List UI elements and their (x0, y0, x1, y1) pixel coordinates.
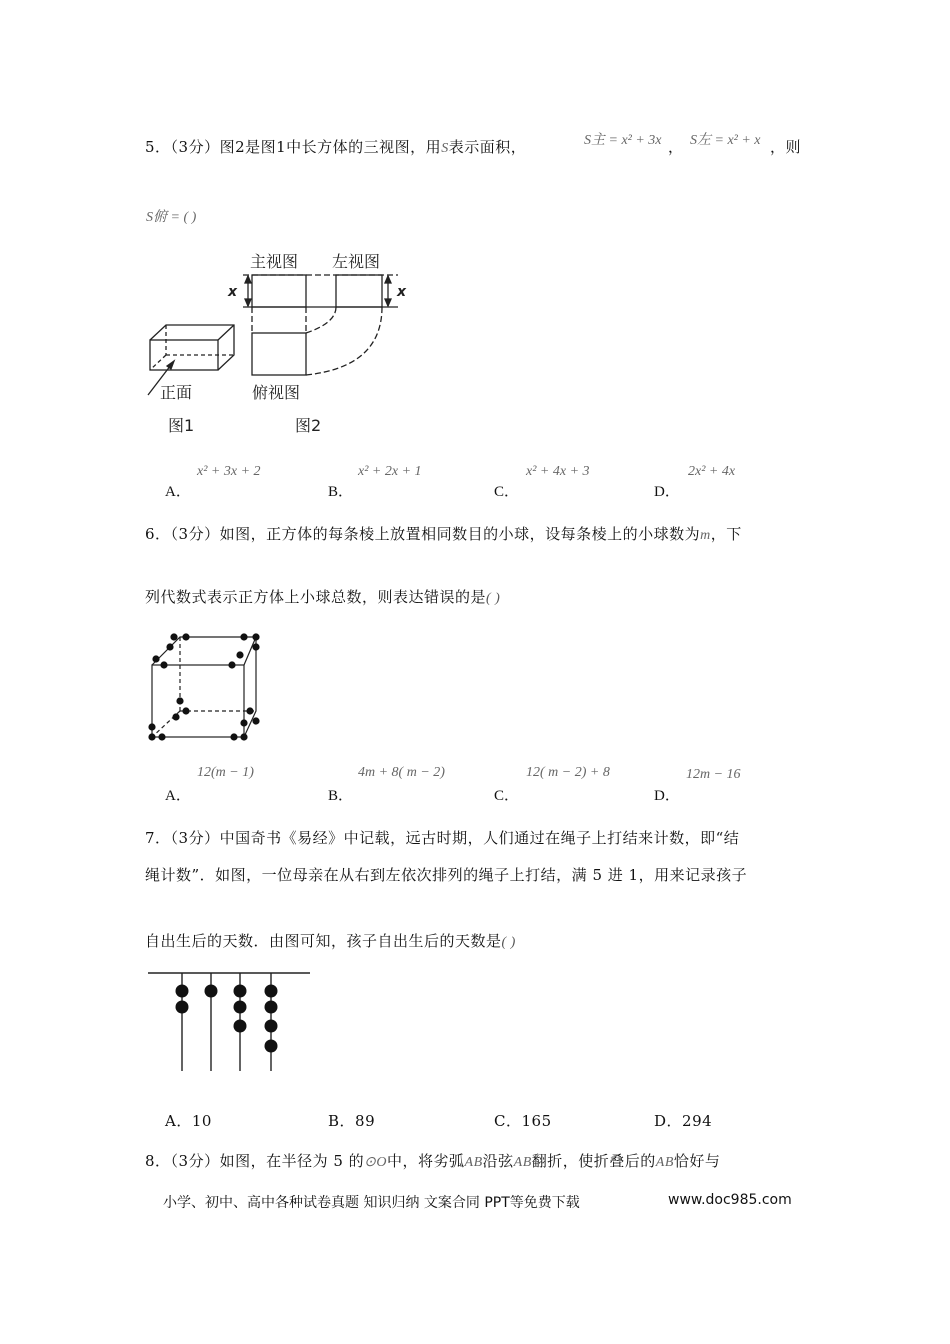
q5-option-c: x² + 4x + 3 (526, 464, 590, 479)
q7-text-3: 自出生后的天数．由图可知，孩子自出生后的天数是 (145, 932, 502, 950)
q7-option-a (165, 1110, 212, 1131)
q6-line1 (145, 523, 742, 544)
q6-option-c: 12( m − 2) + 8 (526, 765, 610, 780)
x-label-right: x (397, 284, 407, 300)
s-top-formula: S俯 = ( ) (146, 210, 197, 225)
q6-line2 (145, 586, 500, 607)
q5-option-d: 2x² + 4x (688, 464, 736, 479)
s-variable: S (441, 141, 449, 156)
q6-text-2: 列代数式表示正方体上小球总数，则表达错误的是 (145, 588, 487, 606)
q7-line1: 7．（3分）中国奇书《易经》中记载，远古时期，人们通过在绳子上打结来计数，即“结 (145, 829, 740, 847)
q5-line1 (145, 136, 526, 157)
q8-text-d: 翻折，使折叠后的 (531, 1152, 656, 1170)
q7-option-b (328, 1110, 375, 1131)
q7-option-d (654, 1110, 712, 1131)
three-views (243, 275, 398, 375)
q7-line2: 绳计数”．如图，一位母亲在从右到左依次排列的绳子上打结，满 5 进 1，用来记录孩子 (145, 866, 748, 884)
balls (148, 633, 259, 740)
folded-arc-ab: AB (655, 1155, 674, 1170)
circle-o: ⊙O (364, 1155, 388, 1170)
q5-text-b: 表示面积， (448, 138, 527, 156)
q5-comma: ， (668, 138, 684, 156)
q5-option-a: x² + 3x + 2 (197, 464, 261, 479)
q5-option-b-label: B． (328, 484, 354, 500)
q6-option-b-label: B． (328, 788, 354, 804)
q7-paren: ( ) (501, 935, 516, 950)
q5-figure (140, 245, 430, 440)
q8-line1 (145, 1150, 720, 1171)
q6-text: 6．（3分）如图，正方体的每条棱上放置相同数目的小球，设每条棱上的小球数为 (145, 525, 701, 543)
chord-ab: AB (513, 1155, 532, 1170)
q6-option-d: 12m − 16 (686, 767, 741, 782)
knots (176, 985, 278, 1053)
q5-option-b: x² + 2x + 1 (358, 464, 422, 479)
q8-text-b: 中，将劣弧 (387, 1152, 465, 1170)
q5-text: 5．（3分）图2是图1中长方体的三视图，用 (145, 138, 442, 156)
q5-option-d-label: D． (654, 484, 680, 500)
q6-option-a-label: A． (165, 788, 191, 804)
front-view-label: 主视图 (250, 252, 299, 271)
fig1-label: 图1 (168, 416, 195, 435)
q6-paren: ( ) (486, 591, 501, 606)
q8-text-a: 8．（3分）如图，在半径为 5 的 (145, 1152, 365, 1170)
top-view-label: 俯视图 (252, 383, 301, 402)
q6-option-d-label: D． (654, 788, 680, 804)
s-main-formula: S主 = x² + 3x (584, 133, 662, 148)
q7-option-b-label: B． (328, 1112, 356, 1130)
fig2-label: 图2 (295, 416, 322, 435)
q7-option-c-value: 165 (521, 1112, 552, 1130)
arc-ab: AB (464, 1155, 483, 1170)
q7-option-d-label: D． (654, 1112, 683, 1130)
q8-text-e: 恰好与 (673, 1152, 721, 1170)
q5-option-c-label: C． (494, 484, 520, 500)
q7-option-c-label: C． (494, 1112, 522, 1130)
x-label-left: x (228, 284, 238, 300)
q6-cube-figure (140, 625, 270, 750)
q6-text-b: ，下 (710, 525, 742, 543)
q7-option-a-value: 10 (191, 1112, 212, 1130)
q6-option-b: 4m + 8( m − 2) (358, 765, 445, 780)
q7-option-d-value: 294 (682, 1112, 713, 1130)
q6-option-c-label: C． (494, 788, 520, 804)
q5-then: ，则 (770, 138, 802, 156)
q6-option-a: 12(m − 1) (197, 765, 254, 780)
footer-text: 小学、初中、高中各种试卷真题 知识归纳 文案合同 PPT等免费下载 (163, 1195, 580, 1211)
left-view-label: 左视图 (332, 252, 381, 271)
q7-option-b-value: 89 (355, 1112, 376, 1130)
q7-option-c (494, 1110, 552, 1131)
s-left-formula: S左 = x² + x (690, 133, 761, 148)
q7-line3 (145, 930, 516, 951)
q7-option-a-label: A． (165, 1112, 192, 1130)
q5-option-a-label: A． (165, 484, 191, 500)
q7-knot-figure (140, 965, 320, 1077)
m-variable: m (700, 528, 711, 543)
q8-text-c: 沿弦 (482, 1152, 514, 1170)
footer-url[interactable]: www.doc985.com (668, 1192, 792, 1208)
front-label: 正面 (160, 383, 193, 402)
